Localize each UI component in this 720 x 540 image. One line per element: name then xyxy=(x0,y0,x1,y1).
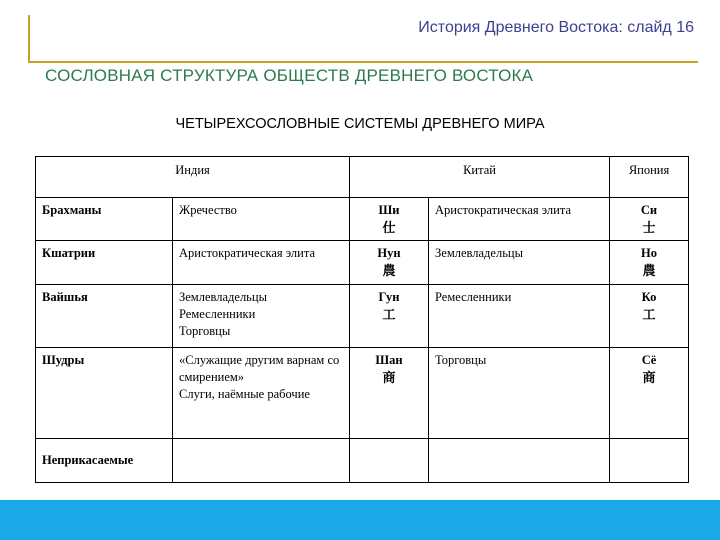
column-header-india: Индия xyxy=(36,157,350,198)
japan-name-cell xyxy=(610,348,689,439)
china-desc-cell xyxy=(429,439,610,483)
china-desc-cell: Ремесленники xyxy=(429,285,610,348)
japan-name: Сё xyxy=(641,353,657,367)
table-title: ЧЕТЫРЕХСОСЛОВНЫЕ СИСТЕМЫ ДРЕВНЕГО МИРА xyxy=(175,116,545,132)
china-name: Шан xyxy=(375,353,403,367)
china-name: Ши xyxy=(378,203,400,217)
table-row xyxy=(36,285,689,348)
india-desc-cell: Жречество xyxy=(173,198,350,241)
varna-cell: Неприкасаемые xyxy=(36,439,173,483)
india-desc-cell xyxy=(173,439,350,483)
china-name-cell xyxy=(350,439,429,483)
japan-glyph: 農 xyxy=(642,263,656,278)
india-desc-cell: Землевладельцы Ремесленники Торговцы xyxy=(173,285,350,348)
japan-name-cell xyxy=(610,285,689,348)
estates-table xyxy=(35,156,689,483)
table-row xyxy=(36,439,689,483)
china-desc-cell: Торговцы xyxy=(429,348,610,439)
china-name-cell xyxy=(350,241,429,285)
japan-name-cell xyxy=(610,241,689,285)
china-glyph: 商 xyxy=(382,370,396,385)
china-name-cell xyxy=(350,198,429,241)
japan-name-cell xyxy=(610,198,689,241)
india-desc-cell: «Служащие другим варнам со смирением» Слуги, наёмные рабочие xyxy=(173,348,350,439)
india-desc-cell: Аристократическая элита xyxy=(173,241,350,285)
china-glyph: 仕 xyxy=(382,220,396,235)
footer-bar xyxy=(0,500,720,540)
japan-glyph: 工 xyxy=(642,307,656,322)
japan-glyph: 商 xyxy=(642,370,656,385)
china-desc-cell: Аристократическая элита xyxy=(429,198,610,241)
varna-cell: Брахманы xyxy=(36,198,173,241)
china-name: Гун xyxy=(378,290,400,304)
slide-title: СОСЛОВНАЯ СТРУКТУРА ОБЩЕСТВ ДРЕВНЕГО ВОСТОКА xyxy=(45,66,534,85)
column-header-china: Китай xyxy=(350,157,610,198)
china-name-cell xyxy=(350,348,429,439)
china-desc-cell: Землевладельцы xyxy=(429,241,610,285)
japan-name: Но xyxy=(641,246,658,260)
china-name-cell xyxy=(350,285,429,348)
slide-subtitle: История Древнего Востока: слайд 16 xyxy=(418,19,694,36)
table-header-row xyxy=(36,157,689,198)
japan-name: Си xyxy=(640,203,658,217)
china-name: Нун xyxy=(377,246,401,260)
japan-name-cell xyxy=(610,439,689,483)
varna-cell: Шудры xyxy=(36,348,173,439)
china-glyph: 農 xyxy=(382,263,396,278)
china-glyph: 工 xyxy=(382,307,396,322)
japan-glyph: 士 xyxy=(642,220,656,235)
table-row xyxy=(36,348,689,439)
varna-cell: Вайшья xyxy=(36,285,173,348)
table-row xyxy=(36,198,689,241)
table-row xyxy=(36,241,689,285)
japan-name: Ко xyxy=(641,290,657,304)
varna-cell: Кшатрии xyxy=(36,241,173,285)
column-header-japan: Япония xyxy=(610,157,689,198)
